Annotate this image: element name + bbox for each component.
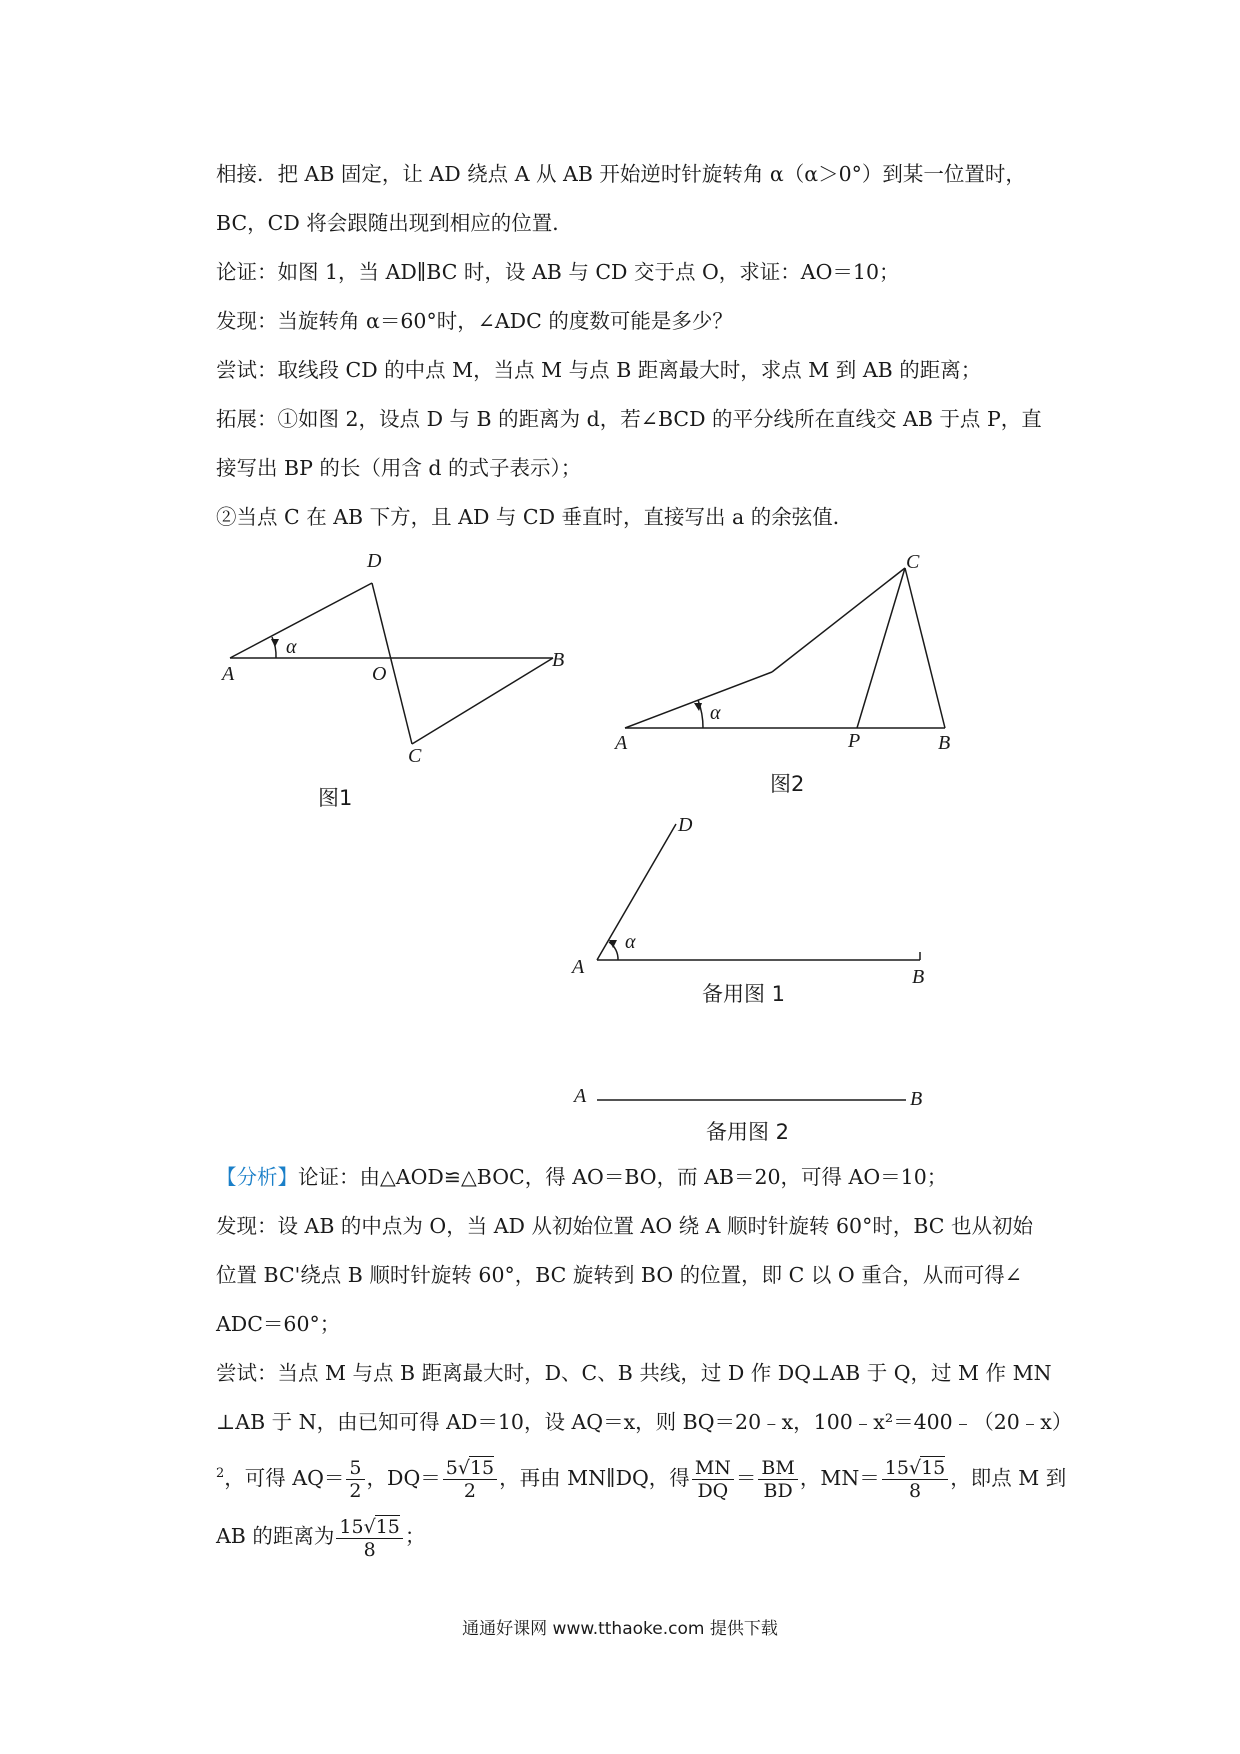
frac-coef: 5 (445, 1457, 458, 1480)
frac-denominator: DQ (697, 1479, 729, 1502)
analysis-tag: 【分析】 (216, 1165, 298, 1189)
fraction-5-over-2 (346, 1457, 364, 1502)
spare1-caption: 备用图 1 (702, 982, 786, 1006)
fig1-label-c: C (408, 745, 422, 767)
fig2-caption: 图2 (770, 772, 805, 796)
equals-sign: ＝ (735, 1465, 757, 1490)
frac-coef: 15 (884, 1457, 909, 1480)
problem-line-1: 相接．把 AB 固定，让 AD 绕点 A 从 AB 开始逆时针旋转角 α（α＞0°）到某一位置时， (216, 162, 1026, 186)
analysis-line-3: 位置 BC'绕点 B 顺时针旋转 60°，BC 旋转到 BO 的位置，即 C 以 O 重合，从而可得∠ (216, 1263, 1022, 1287)
fig1-label-alpha: α (286, 636, 297, 658)
sqrt-radicand: 15 (375, 1515, 400, 1538)
frac-numerator (882, 1456, 948, 1480)
fig2-label-b: B (938, 732, 951, 754)
sqrt-icon: √ (363, 1515, 376, 1538)
analysis-line-6: ⊥AB 于 N，由已知可得 AD＝10，设 AQ＝x，则 BQ＝20﹣x，100﹣x²＝400﹣（20﹣x） (216, 1410, 1073, 1434)
frac-denominator: 2 (349, 1479, 362, 1502)
spare1-label-alpha: α (625, 931, 636, 953)
sqrt-icon: √ (457, 1457, 470, 1480)
analysis-text-dq: ，DQ＝ (366, 1465, 441, 1490)
sqrt-radicand: 15 (469, 1457, 495, 1480)
fraction-dq-value (443, 1456, 497, 1502)
frac-numerator: 5 (346, 1457, 364, 1480)
fig1-caption: 图1 (318, 786, 353, 810)
sqrt-icon: √ (908, 1457, 922, 1480)
analysis-line-8 (216, 1512, 425, 1561)
analysis-text-aq: ，可得 AQ＝ (224, 1465, 345, 1490)
fraction-bm-bd (758, 1457, 797, 1502)
fig1-label-d: D (367, 550, 382, 572)
problem-try-line: 尝试：取线段 CD 的中点 M，当点 M 与点 B 距离最大时，求点 M 到 AB 的距离； (216, 358, 982, 382)
frac-numerator (336, 1515, 402, 1539)
frac-denominator: 2 (463, 1480, 476, 1503)
frac-numerator: MN (692, 1457, 734, 1480)
problem-discover-line: 发现：当旋转角 α＝60°时，∠ADC 的度数可能是多少？ (216, 309, 733, 333)
frac-numerator: BM (758, 1457, 797, 1480)
problem-proof-line: 论证：如图 1，当 AD∥BC 时，设 AB 与 CD 交于点 O，求证：AO＝10； (216, 260, 900, 284)
fig2-label-c: C (906, 551, 920, 573)
problem-extend-line-2: 接写出 BP 的长（用含 d 的式子表示）； (216, 456, 582, 480)
spare2-label-b: B (910, 1088, 923, 1110)
frac-numerator (443, 1456, 497, 1480)
analysis-line-5: 尝试：当点 M 与点 B 距离最大时，D、C、B 共线，过 D 作 DQ⊥AB 于 Q，过 M 作 MN (216, 1361, 1052, 1385)
spare1-label-a: A (572, 956, 585, 978)
fig2-label-alpha: α (710, 702, 721, 724)
analysis-text-tail: ，即点 M 到 (950, 1465, 1067, 1490)
fraction-distance-value (336, 1515, 402, 1561)
problem-extend-line-1: 拓展：①如图 2，设点 D 与 B 的距离为 d，若∠BCD 的平分线所在直线交 AB 于点 P，直 (216, 407, 1042, 431)
problem-line-2: BC，CD 将会跟随出现到相应的位置． (216, 211, 573, 235)
analysis-line-1 (216, 1163, 947, 1191)
problem-extend-line-3: ②当点 C 在 AB 下方，且 AD 与 CD 垂直时，直接写出 a 的余弦值． (216, 505, 854, 529)
fraction-mn-dq (692, 1457, 734, 1502)
page-footer: 通通好课网 www.tthaoke.com 提供下载 (462, 1619, 778, 1639)
fig2-label-a: A (615, 732, 628, 754)
frac-denominator: 8 (363, 1538, 376, 1561)
spare1-label-b: B (912, 966, 925, 988)
frac-denominator: 8 (908, 1480, 922, 1503)
analysis-text-mn: ，MN＝ (799, 1465, 880, 1490)
fig1-label-b: B (552, 649, 565, 671)
frac-coef: 15 (339, 1515, 364, 1538)
sqrt-radicand: 15 (921, 1457, 946, 1480)
fig1-label-o: O (372, 663, 387, 685)
analysis-text-distance: AB 的距离为 (216, 1524, 335, 1548)
fraction-mn-value (882, 1456, 948, 1502)
superscript-2: 2 (216, 1466, 225, 1481)
fig2-label-p: P (848, 730, 861, 752)
analysis-text-parallel: ，再由 MN∥DQ，得 (499, 1465, 690, 1490)
spare2-caption: 备用图 2 (706, 1120, 790, 1144)
analysis-line-7 (216, 1450, 1066, 1502)
analysis-line-4: ADC＝60°； (216, 1312, 341, 1336)
analysis-proof-text: 论证：由△AOD≌△BOC，得 AO＝BO，而 AB＝20，可得 AO＝10； (298, 1165, 948, 1189)
frac-denominator: BD (763, 1479, 793, 1502)
spare2-label-a: A (574, 1085, 587, 1107)
analysis-line-2: 发现：设 AB 的中点为 O，当 AD 从初始位置 AO 绕 A 顺时针旋转 60°时，BC 也从初始 (216, 1214, 1033, 1238)
spare1-label-d: D (678, 814, 693, 836)
analysis-text-end: ； (404, 1524, 426, 1548)
fig1-label-a: A (222, 663, 235, 685)
